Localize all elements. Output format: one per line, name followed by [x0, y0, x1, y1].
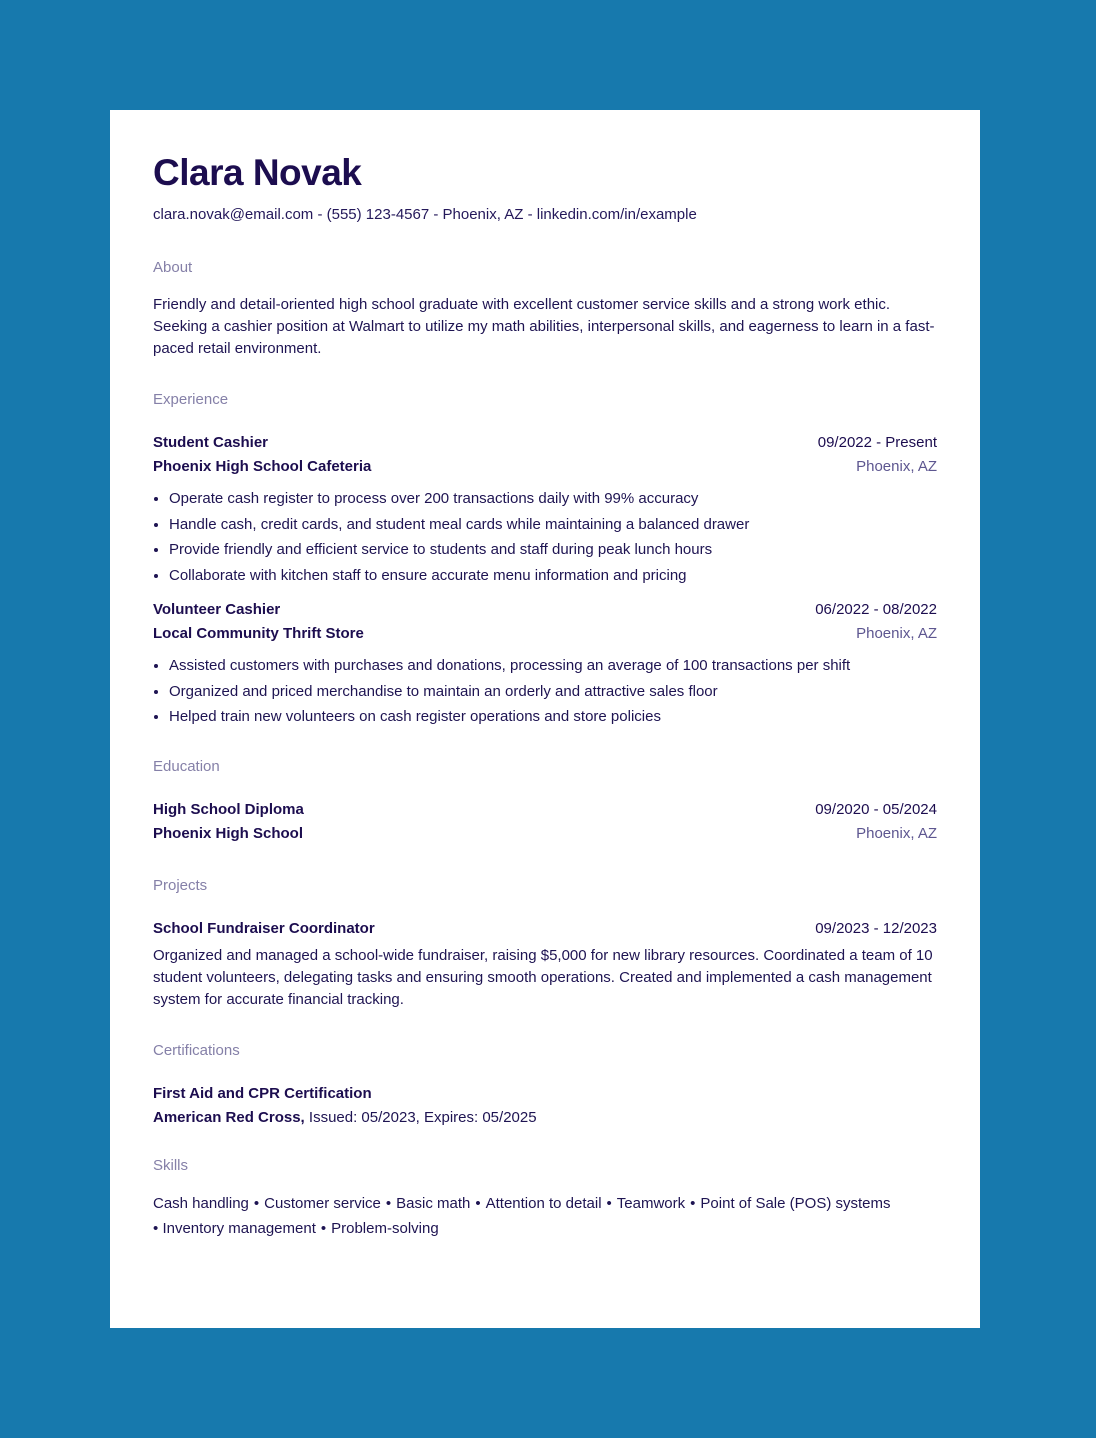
project-entry: [153, 919, 937, 1011]
skills-list: [153, 1191, 937, 1241]
skill-separator: •: [153, 1220, 159, 1238]
job-dates: 09/2022 - Present: [817, 434, 937, 451]
project-description: Organized and managed a school-wide fundraiser, raising $5,000 for new library resources. Coordinated a team of 10 student volunteers, delegating tasks and ensuring smooth operations. Created and implemented a cash management system for accurate financial tracking.: [153, 947, 933, 1009]
certification-entry: [153, 1084, 937, 1128]
project-name: School Fundraiser Coordinator: [153, 920, 375, 938]
certification-issuer: American Red Cross,: [153, 1109, 305, 1127]
section-title-projects: Projects: [153, 877, 208, 895]
bullet-item: • Provide friendly and efficient service to students and staff during peak lunch hours: [169, 540, 937, 560]
education-dates: 09/2020 - 05/2024: [815, 801, 937, 819]
employer: Phoenix High School Cafeteria: [153, 458, 372, 475]
employer: Local Community Thrift Store: [153, 625, 364, 643]
school-location: Phoenix, AZ: [856, 825, 937, 843]
section-title-experience: Experience: [153, 391, 229, 408]
project-dates: 09/2023 - 12/2023: [815, 920, 937, 938]
experience-entry: [153, 600, 937, 727]
job-title: Volunteer Cashier: [153, 601, 281, 619]
section-title-about: About: [153, 259, 193, 276]
skill-item: Problem-solving: [331, 1220, 439, 1238]
section-title-certifications: Certifications: [153, 1042, 240, 1060]
job-title: Student Cashier: [153, 434, 269, 451]
skill-item: Basic math: [396, 1195, 471, 1213]
skill-item: Point of Sale (POS) systems: [700, 1195, 891, 1213]
bullet-item: • Organized and priced merchandise to maintain an orderly and attractive sales floor: [169, 682, 937, 702]
skill-separator: •: [475, 1195, 481, 1213]
bullet-item: • Helped train new volunteers on cash register operations and store policies: [169, 707, 937, 727]
bullet-item: • Assisted customers with purchases and donations, processing an average of 100 transactions per shift: [169, 656, 937, 676]
skill-separator: •: [606, 1195, 612, 1213]
certification-name: First Aid and CPR Certification: [153, 1085, 372, 1103]
bullet-item: • Operate cash register to process over 200 transactions daily with 99% accuracy: [169, 489, 937, 509]
contact-line: clara.novak@email.com - (555) 123-4567 - Phoenix, AZ - linkedin.com/in/example: [153, 206, 697, 223]
skill-separator: •: [385, 1195, 392, 1213]
certification-details: [153, 1108, 937, 1128]
section-title-skills: Skills: [153, 1157, 189, 1175]
skill-item: Cash handling: [153, 1195, 249, 1213]
job-location: Phoenix, AZ: [856, 625, 937, 643]
job-bullets: [153, 656, 937, 727]
experience-entry: [153, 433, 937, 586]
skill-item: Customer service: [264, 1195, 381, 1213]
job-location: Phoenix, AZ: [856, 458, 937, 475]
education-entry: [153, 800, 937, 844]
section-title-education: Education: [153, 758, 220, 776]
job-bullets: [153, 489, 937, 586]
skill-item: Teamwork: [616, 1195, 686, 1213]
certification-dates: Issued: 05/2023, Expires: 05/2025: [308, 1109, 537, 1127]
school: Phoenix High School: [153, 825, 304, 843]
about-text: Friendly and detail-oriented high school graduate with excellent customer service skills and a strong work ethic. Seeking a cashier position at Walmart to utilize my math abilities, interpersonal skills, and eagerness to learn in a fast-paced retail environment.: [153, 296, 935, 357]
skill-item: Attention to detail: [485, 1195, 602, 1213]
degree: High School Diploma: [153, 801, 304, 819]
skill-separator: •: [253, 1195, 260, 1213]
candidate-name: Clara Novak: [153, 152, 362, 193]
bullet-item: • Collaborate with kitchen staff to ensure accurate menu information and pricing: [169, 566, 937, 586]
skill-separator: •: [320, 1220, 327, 1238]
bullet-item: • Handle cash, credit cards, and student meal cards while maintaining a balanced drawer: [169, 515, 937, 535]
skill-separator: •: [690, 1195, 696, 1213]
skill-item: Inventory management: [162, 1220, 316, 1238]
job-dates: 06/2022 - 08/2022: [815, 601, 937, 619]
resume-page: [110, 110, 980, 1328]
